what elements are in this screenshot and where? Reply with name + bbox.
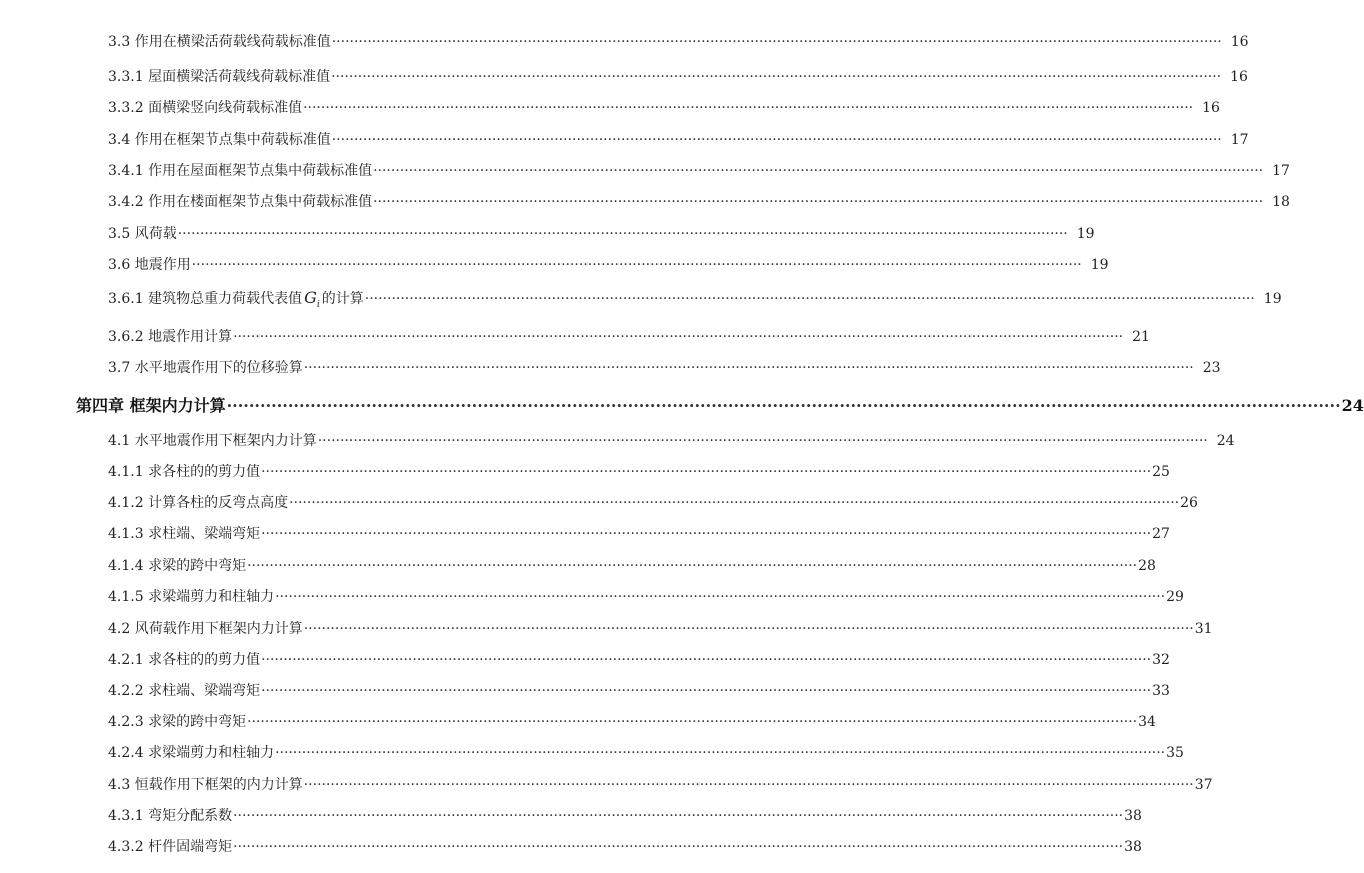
dot-leader: ········································································································································································································ xyxy=(226,396,1341,415)
toc-entry-title: 4.1.1 求各柱的的剪力值 xyxy=(108,464,261,480)
toc-entry-page: 16 xyxy=(1202,100,1220,116)
toc-entry-title: 3.6 地震作用 xyxy=(108,257,191,273)
toc-entry-title: 4.3.1 弯矩分配系数 xyxy=(108,808,233,824)
dot-leader: ········································································································································································································ xyxy=(233,808,1124,824)
toc-entry-page: 19 xyxy=(1090,257,1109,273)
toc-entry-page: 25 xyxy=(1152,464,1170,480)
dot-leader: ········································································································································································································ xyxy=(233,329,1124,345)
toc-entry-title: 3.7 水平地震作用下的位移验算 xyxy=(108,360,303,376)
toc-entry[interactable] xyxy=(108,681,1170,701)
toc-entry[interactable] xyxy=(108,556,1156,576)
toc-entry[interactable] xyxy=(108,224,1095,244)
toc-entry-title: 3.6.2 地震作用计算 xyxy=(108,329,233,345)
toc-entry-title: 4.1.5 求梁端剪力和柱轴力 xyxy=(108,589,275,605)
dot-leader: ········································································································································································································ xyxy=(317,433,1208,449)
toc-entry-title: 4.2.3 求梁的跨中弯矩 xyxy=(108,714,247,730)
dot-leader: ········································································································································································································ xyxy=(331,34,1222,50)
toc-entry[interactable] xyxy=(108,712,1156,732)
toc-entry-page: 26 xyxy=(1180,495,1198,511)
toc-entry[interactable] xyxy=(108,32,1249,52)
toc-entry[interactable] xyxy=(108,587,1184,607)
toc-entry[interactable] xyxy=(108,493,1198,513)
toc-entry-title: 4.1.2 计算各柱的反弯点高度 xyxy=(108,495,289,511)
dot-leader: ········································································································································································································ xyxy=(233,839,1124,855)
dot-leader: ········································································································································································································ xyxy=(261,526,1152,542)
toc-entry-page: 37 xyxy=(1194,777,1213,793)
toc-entry-title: 3.3 作用在横梁活荷载线荷载标准值 xyxy=(108,34,331,50)
toc-entry-title: 4.3 恒载作用下框架的内力计算 xyxy=(108,777,303,793)
toc-entry-page: 17 xyxy=(1272,163,1290,179)
toc-entry-title: 3.4.1 作用在屋面框架节点集中荷载标准值 xyxy=(108,163,373,179)
toc-entry-title-suffix: 的计算 xyxy=(321,291,364,307)
toc-entry[interactable] xyxy=(108,192,1290,212)
toc-entry[interactable] xyxy=(108,327,1150,347)
dot-leader: ········································································································································································································ xyxy=(275,589,1166,605)
toc-entry-title: 3.3.1 屋面横梁活荷载线荷载标准值 xyxy=(108,69,331,85)
toc-entry-title: 3.4 作用在框架节点集中荷载标准值 xyxy=(108,132,331,148)
toc-entry-title: 3.5 风荷载 xyxy=(108,226,177,242)
toc-entry[interactable] xyxy=(108,288,1282,315)
dot-leader: ········································································································································································································ xyxy=(261,652,1152,668)
math-variable-symbol: G xyxy=(304,288,317,307)
toc-entry-title xyxy=(108,288,364,315)
dot-leader: ········································································································································································································ xyxy=(303,360,1194,376)
toc-entry-title: 4.1.3 求柱端、梁端弯矩 xyxy=(108,526,261,542)
toc-entry-page: 16 xyxy=(1230,34,1249,50)
dot-leader: ········································································································································································································ xyxy=(289,495,1180,511)
dot-leader: ········································································································································································································ xyxy=(303,621,1194,637)
toc-entry[interactable] xyxy=(108,462,1170,482)
dot-leader: ········································································································································································································ xyxy=(303,777,1194,793)
dot-leader: ········································································································································································································ xyxy=(331,132,1222,148)
toc-entry-title: 第四章 框架内力计算 xyxy=(76,396,226,415)
toc-entry[interactable] xyxy=(108,431,1235,451)
toc-entry-page: 33 xyxy=(1152,683,1170,699)
toc-entry-title: 4.2.2 求柱端、梁端弯矩 xyxy=(108,683,261,699)
dot-leader: ········································································································································································································ xyxy=(331,69,1222,85)
toc-entry-title-text: 3.6.1 建筑物总重力荷载代表值 xyxy=(108,291,303,307)
toc-entry[interactable] xyxy=(108,524,1170,544)
math-variable xyxy=(304,288,320,311)
toc-entry-page: 35 xyxy=(1166,745,1184,761)
toc-entry[interactable] xyxy=(108,806,1142,826)
toc-entry[interactable] xyxy=(108,743,1184,763)
toc-entry-title: 4.3.2 杆件固端弯矩 xyxy=(108,839,233,855)
toc-entry[interactable] xyxy=(108,775,1213,795)
dot-leader: ········································································································································································································ xyxy=(275,745,1166,761)
toc-entry-page: 27 xyxy=(1152,526,1170,542)
toc-entry[interactable] xyxy=(108,161,1290,181)
dot-leader: ········································································································································································································ xyxy=(303,100,1194,116)
toc-entry-page: 24 xyxy=(1341,396,1364,415)
toc-entry-page: 32 xyxy=(1152,652,1170,668)
dot-leader: ········································································································································································································ xyxy=(177,226,1068,242)
toc-entry-page: 18 xyxy=(1272,194,1290,210)
math-variable-subscript: i xyxy=(316,300,320,311)
toc-entry-title: 3.3.2 面横梁竖向线荷载标准值 xyxy=(108,100,303,116)
toc-entry-title: 4.1 水平地震作用下框架内力计算 xyxy=(108,433,317,449)
toc-entry-page: 34 xyxy=(1138,714,1156,730)
dot-leader: ········································································································································································································ xyxy=(373,163,1264,179)
toc-entry[interactable] xyxy=(108,358,1221,378)
toc-entry-page: 24 xyxy=(1216,433,1235,449)
dot-leader: ········································································································································································································ xyxy=(261,683,1152,699)
toc-entry-page: 23 xyxy=(1202,360,1221,376)
toc-entry[interactable] xyxy=(108,255,1109,275)
toc-entry-page: 16 xyxy=(1230,69,1248,85)
toc-entry-title: 4.2.1 求各柱的的剪力值 xyxy=(108,652,261,668)
dot-leader: ········································································································································································································ xyxy=(247,714,1138,730)
toc-entry-page: 19 xyxy=(1076,226,1095,242)
toc-chapter-entry[interactable] xyxy=(76,396,1364,416)
toc-entry-page: 31 xyxy=(1194,621,1213,637)
dot-leader: ········································································································································································································ xyxy=(373,194,1264,210)
toc-entry-title: 4.2 风荷载作用下框架内力计算 xyxy=(108,621,303,637)
dot-leader: ········································································································································································································ xyxy=(364,291,1255,307)
toc-entry-page: 29 xyxy=(1166,589,1184,605)
toc-entry-title: 3.4.2 作用在楼面框架节点集中荷载标准值 xyxy=(108,194,373,210)
toc-entry-title: 4.2.4 求梁端剪力和柱轴力 xyxy=(108,745,275,761)
toc-entry-page: 38 xyxy=(1124,808,1142,824)
toc-entry-title: 4.1.4 求梁的跨中弯矩 xyxy=(108,558,247,574)
toc-entry-page: 28 xyxy=(1138,558,1156,574)
dot-leader: ········································································································································································································ xyxy=(191,257,1082,273)
toc-entry-page: 17 xyxy=(1230,132,1249,148)
toc-entry[interactable] xyxy=(108,130,1249,150)
toc-entry-page: 38 xyxy=(1124,839,1142,855)
dot-leader: ········································································································································································································ xyxy=(261,464,1152,480)
toc-entry[interactable] xyxy=(108,837,1142,857)
toc-entry-page: 21 xyxy=(1132,329,1150,345)
toc-entry-page: 19 xyxy=(1263,291,1282,307)
toc-entry[interactable] xyxy=(108,619,1213,639)
toc-entry[interactable] xyxy=(108,98,1220,118)
dot-leader: ········································································································································································································ xyxy=(247,558,1138,574)
toc-entry[interactable] xyxy=(108,650,1170,670)
toc-entry[interactable] xyxy=(108,67,1248,87)
